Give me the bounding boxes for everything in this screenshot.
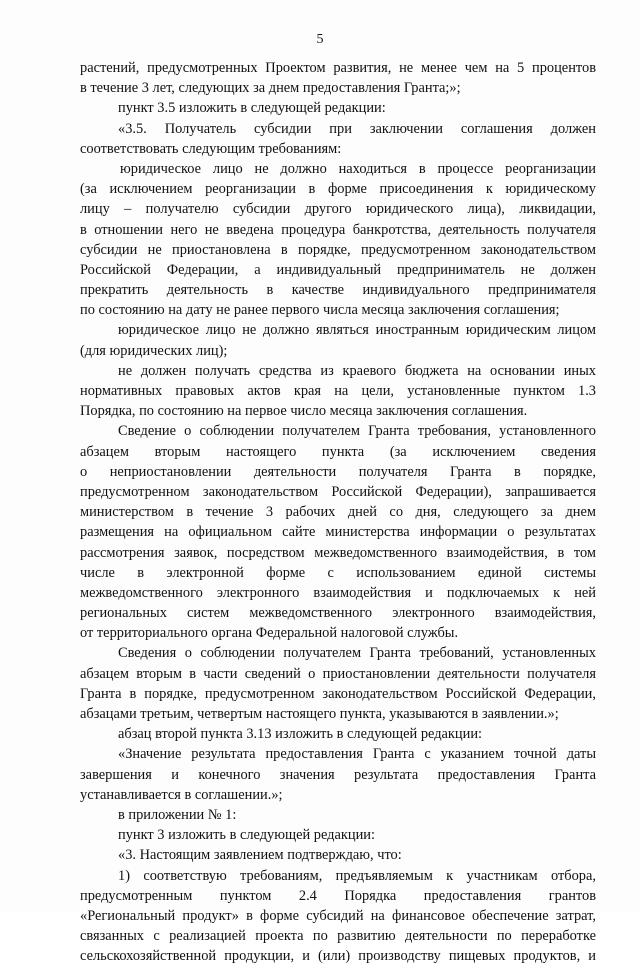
text-line: числе в электронной форме с использованием единой системы [80, 564, 596, 581]
text-line: в течение 3 лет, следующих за днем предоставления Гранта;»; [80, 80, 461, 97]
text-line: абзацами третьим, четвертым настоящего пункта, указываются в заявлении.»; [80, 706, 559, 722]
text-line: юридическое лицо не должно находиться в процессе реорганизации [120, 160, 596, 177]
text-line: Сведение о соблюдении получателем Гранта требования, установленного [118, 423, 596, 440]
text-line: «Значение результата предоставления Гранта с указанием точной даты [118, 746, 596, 763]
text-line: абзацем вторым в части сведений о приостановлении деятельности получателя [80, 665, 596, 682]
text-line: сельскохозяйственной продукции, и (или) производству пищевых продуктов, и [80, 948, 596, 965]
text-line: в отношении него не введена процедура банкротства, деятельность получателя [80, 221, 596, 238]
text-line: устанавливается в соглашении.»; [80, 786, 283, 803]
text-line: Сведения о соблюдении получателем Гранта требований, установленных [118, 645, 596, 662]
text-line: «3.5. Получатель субсидии при заключении соглашения должен [118, 120, 596, 137]
text-line: о неприостановлении деятельности получателя Гранта в порядке, [80, 463, 596, 480]
text-line: «3. Настоящим заявлением подтверждаю, что: [118, 847, 402, 864]
text-line: субсидии не приостановлена в порядке, предусмотренном законодательством [80, 241, 596, 258]
text-line: лицу – получателю субсидии другого юридического лица), ликвидации, [80, 201, 596, 218]
text-line: пункт 3 изложить в следующей редакции: [118, 827, 375, 844]
text-line: предусмотренным пунктом 2.4 Порядка предоставления грантов [80, 887, 596, 904]
text-line: по состоянию на дату не ранее первого числа месяца заключения соглашения; [80, 302, 560, 319]
text-line: соответствовать следующим требованиям: [80, 140, 342, 157]
text-line: министерством в течение 3 рабочих дней со дня, следующего за днем [80, 504, 596, 521]
text-line: Гранта в порядке, предусмотренном законодательством Российской Федерации, [80, 685, 596, 702]
text-line: не должен получать средства из краевого бюджета на основании иных [118, 362, 596, 379]
page-number: 5 [316, 32, 324, 47]
text-line: в приложении № 1: [118, 806, 237, 823]
text-line: региональных систем межведомственного электронного взаимодействия, [80, 605, 596, 622]
text-line: размещения на официальном сайте министерства информации о результатах [80, 524, 596, 541]
text-line: пункт 3.5 изложить в следующей редакции: [118, 100, 386, 117]
text-line: Порядка, по состоянию на первое число месяца заключения соглашения. [80, 403, 528, 420]
text-line: нормативных правовых актов края на цели, установленные пунктом 1.3 [80, 383, 596, 399]
text-line: «Региональный продукт» в форме субсидий на финансовое обеспечение затрат, [80, 907, 596, 924]
text-line: растений, предусмотренных Проектом развития, не менее чем на 5 процентов [80, 60, 596, 76]
text-line: от территориального органа Федеральной налоговой службы. [80, 625, 459, 642]
text-line: завершения и конечного значения результата предоставления Гранта [80, 766, 596, 783]
text-line: межведомственного электронного взаимодействия и подключаемых к ней [80, 584, 596, 601]
text-line: 1) соответствую требованиям, предъявляемым к участникам отбора, [118, 867, 596, 884]
document-body [80, 58, 596, 966]
text-line: Российской Федерации, а индивидуальный предприниматель не должен [80, 261, 596, 278]
text-line: юридическое лицо не должно являться иностранным юридическим лицом [118, 322, 596, 339]
text-line: рассмотрения заявок, посредством межведомственного взаимодействия, в том [80, 544, 596, 561]
text-line: (за исключением реорганизации в форме присоединения к юридическому [80, 181, 596, 198]
text-line: предусмотренном законодательством Российской Федерации), запрашивается [80, 483, 596, 500]
text-line: абзац второй пункта 3.13 изложить в следующей редакции: [118, 726, 483, 743]
text-line: абзацем вторым настоящего пункта (за исключением сведения [80, 443, 596, 460]
text-line: (для юридических лиц); [80, 342, 228, 359]
text-line: прекратить деятельность в качестве индивидуального предпринимателя [80, 282, 596, 299]
text-line: связанных с реализацией проекта по развитию деятельности по переработке [80, 928, 596, 945]
